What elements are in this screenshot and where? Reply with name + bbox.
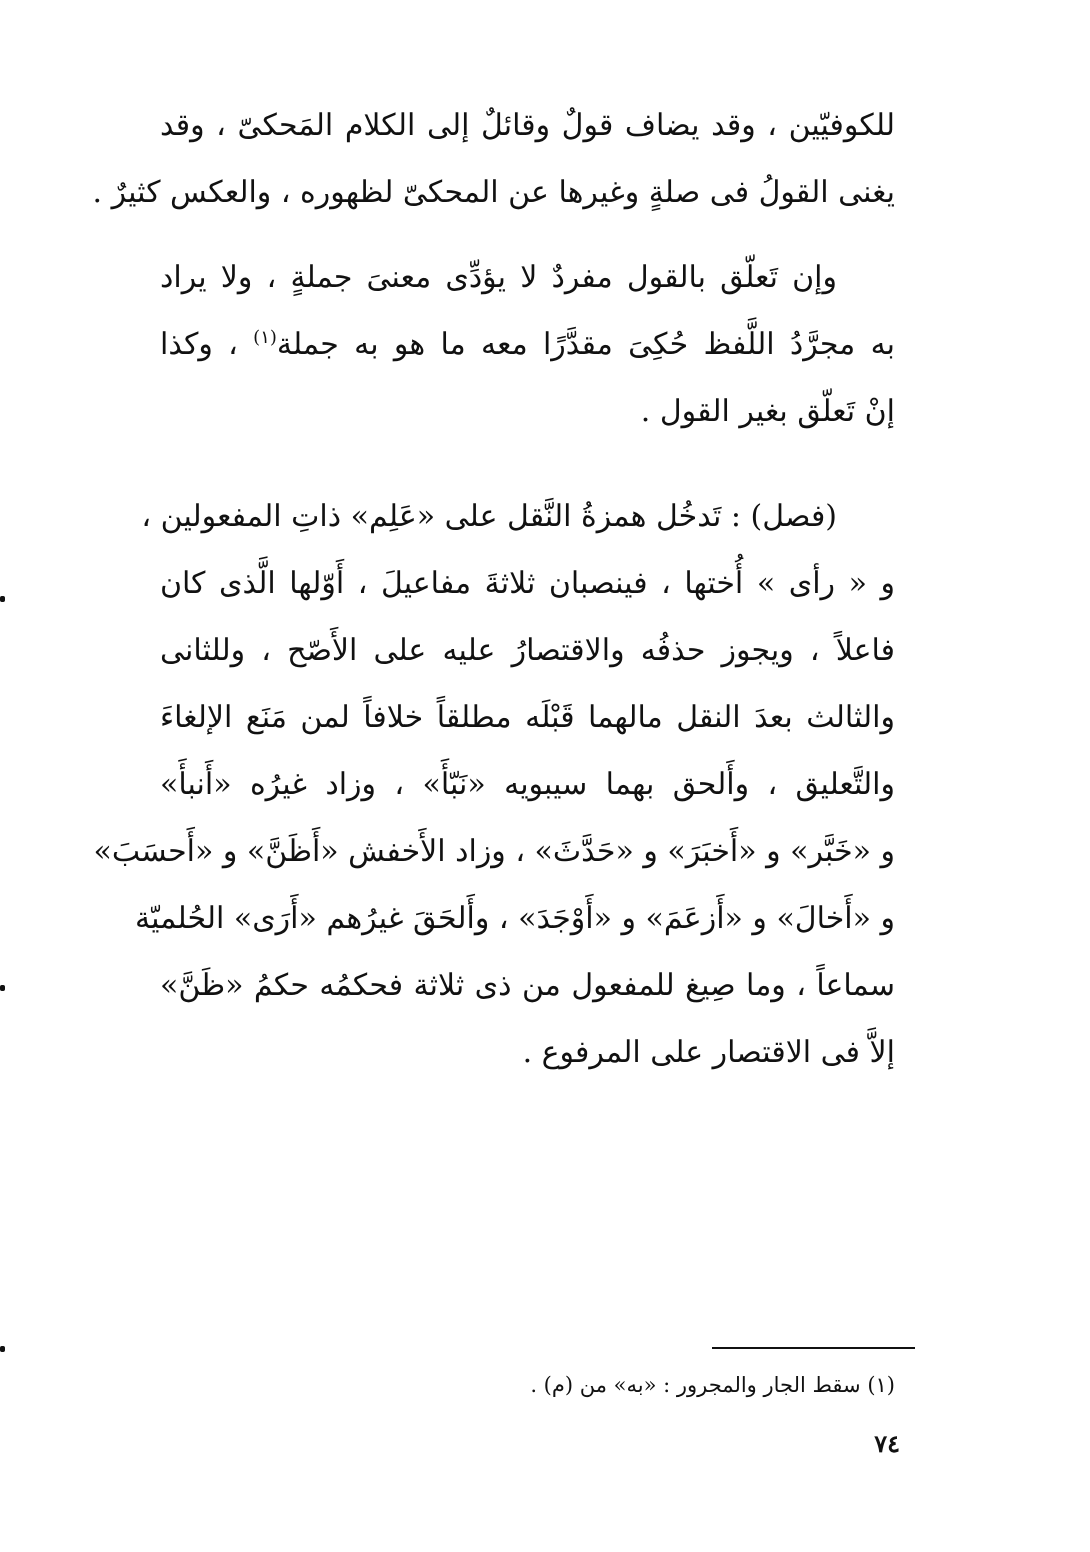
text-line: (فصل) : تَدخُل همزةُ النَّقل على «عَلِم» ذاتِ المفعولين ، xyxy=(141,499,837,534)
footnote-separator xyxy=(712,1347,915,1349)
paragraph-3 xyxy=(93,483,895,1086)
paragraph-gap xyxy=(160,226,895,244)
text-line: وإن تَعلّق بالقول مفردٌ لا يؤدِّى معنىَ جملةٍ ، ولا يراد xyxy=(160,260,837,295)
text-line: و «أَخالَ» و «أَزعَمَ» و «أَوْجَدَ» ، وأَلحَقَ غيرُهم «أَرَى» الحُلميّة xyxy=(135,901,895,936)
text-line: يغنى القولُ فى صلةٍ وغيرها عن المحكىّ لظهوره ، والعكس كثيرٌ . xyxy=(92,175,895,210)
footnote: (١) سقط الجار والمجرور : «به» من (م) . xyxy=(530,1373,895,1397)
main-text xyxy=(92,92,896,1086)
text-line: للكوفيّين ، وقد يضاف قولٌ وقائلٌ إلى الكلام المَحكىّ ، وقد xyxy=(160,108,895,143)
scan-margin-dot xyxy=(0,985,5,991)
text-fragment: ، وكذا xyxy=(160,327,254,362)
text-line: إنْ تَعلّق بغير القول . xyxy=(640,394,895,429)
footnote-reference[interactable]: (١) xyxy=(253,327,277,348)
text-line: و «خَبَّر» و «أَخبَرَ» و «حَدَّثَ» ، وزاد الأَخفش «أَظَنَّ» و «أَحسَبَ» xyxy=(93,834,895,869)
text-fragment: به مجرَّدُ اللَّفظ حُكِىَ مقدَّرًا معه ما هو به جملة xyxy=(276,327,896,362)
text-line: إلاَّ فى الاقتصار على المرفوع . xyxy=(522,1035,895,1070)
paragraph-1 xyxy=(92,92,895,226)
text-line-with-footnote xyxy=(160,311,895,378)
text-line: فاعلاً ، ويجوز حذفُه والاقتصارُ عليه على الأَصّح ، وللثانى xyxy=(160,633,895,668)
text-line: والثالث بعدَ النقل مالهما قَبْلَه مطلقاً خلافاً لمن مَنَع الإلغاءَ xyxy=(160,700,895,735)
scan-margin-dot xyxy=(0,596,5,602)
text-line: سماعاً ، وما صِيغ للمفعول من ذى ثلاثة فحكمُه حكمُ «ظَنَّ» xyxy=(160,968,895,1003)
paragraph-2 xyxy=(160,244,895,445)
text-line: والتَّعليق ، وأَلحق بهما سيبويه «نَبّأَ» ، وزاد غيرُه «أَنبأَ» xyxy=(160,767,895,802)
scan-margin-dot xyxy=(0,1346,5,1352)
page-number: ٧٤ xyxy=(874,1429,900,1458)
paragraph-gap xyxy=(160,445,895,483)
text-line: و « رأى » أُختها ، فينصبان ثلاثةَ مفاعيلَ ، أَوّلها الَّذى كان xyxy=(160,566,895,601)
